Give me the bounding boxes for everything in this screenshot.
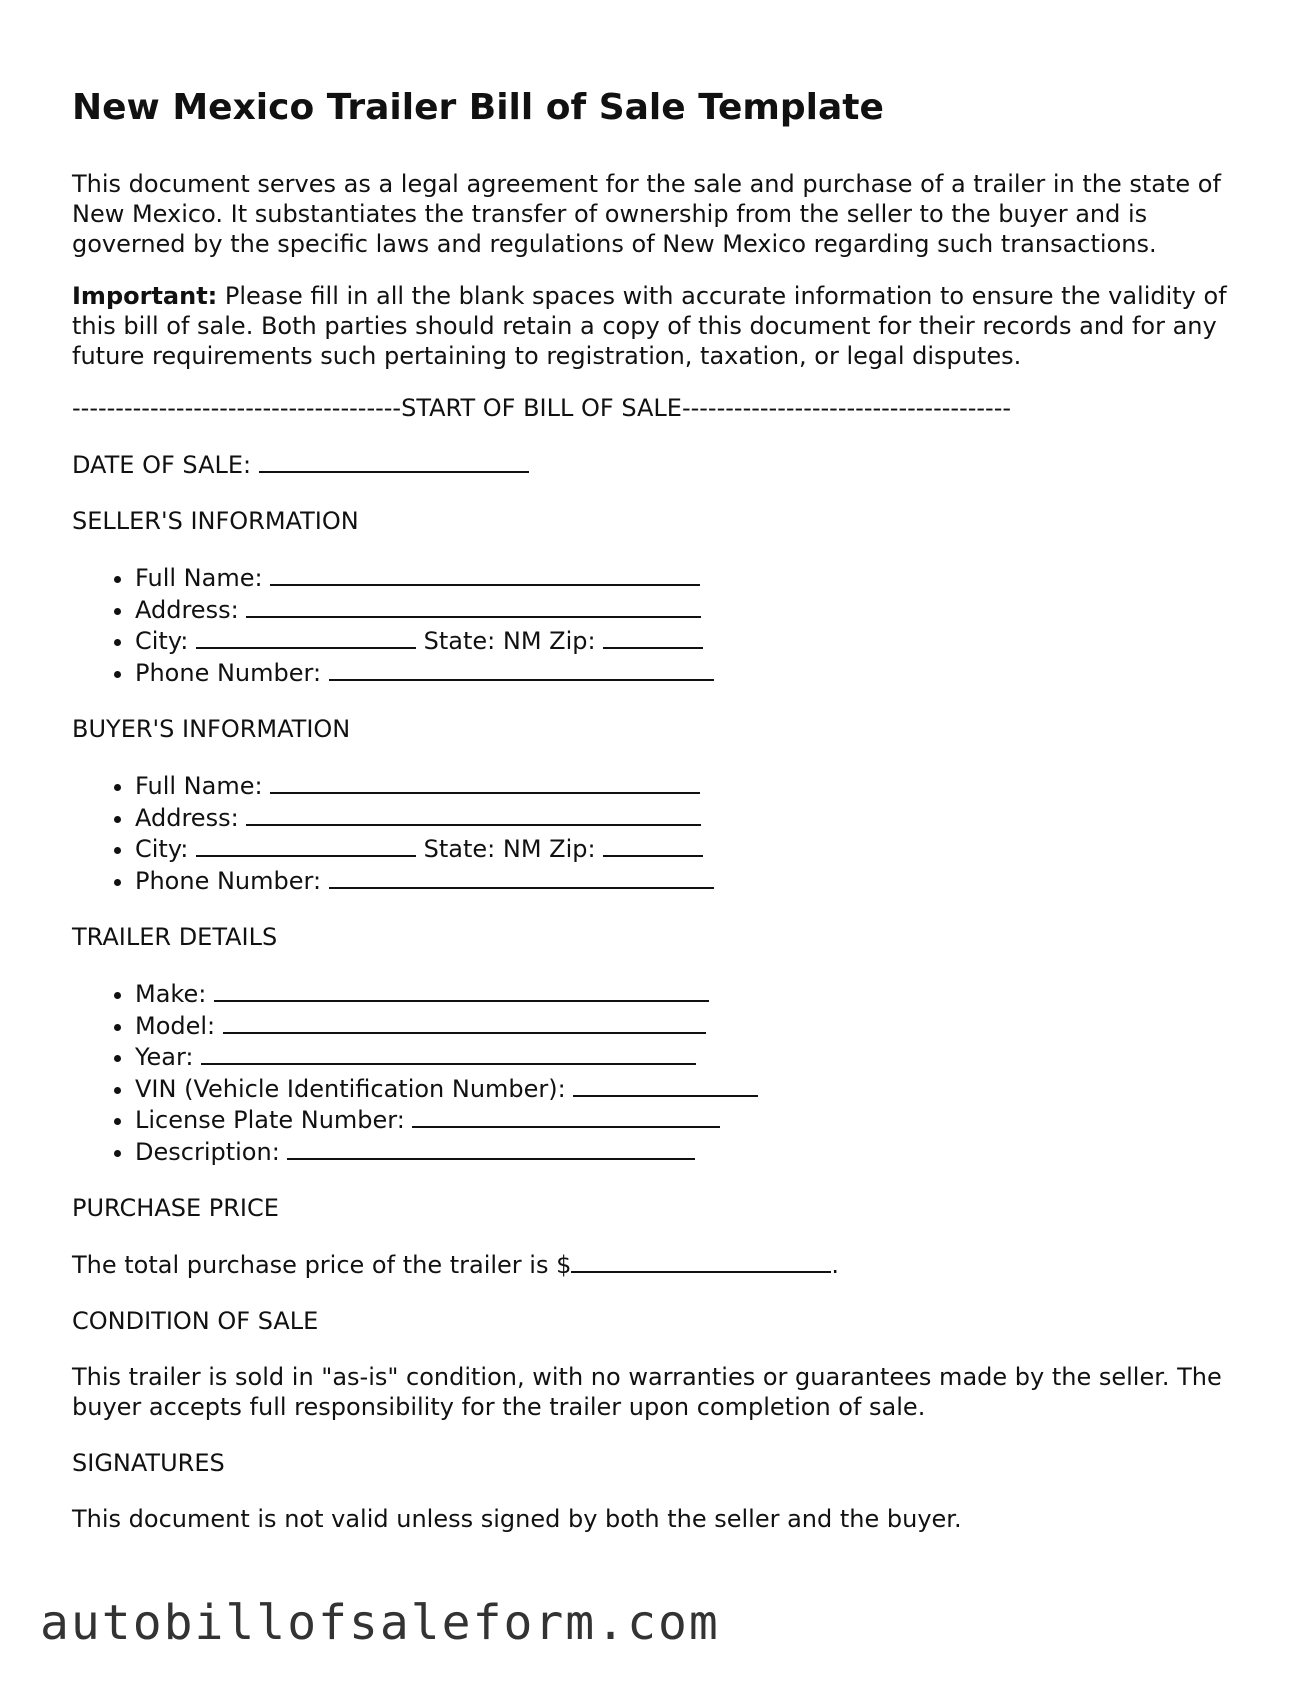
date-of-sale-row bbox=[72, 449, 1242, 480]
condition-paragraph: This trailer is sold in "as-is" condition, with no warranties or guarantees made by the seller. The buyer accepts full responsibility for the trailer upon completion of sale. bbox=[72, 1363, 1222, 1422]
seller-list bbox=[72, 562, 1242, 688]
page-title: New Mexico Trailer Bill of Sale Template bbox=[72, 87, 884, 128]
list-item bbox=[135, 625, 1242, 657]
important-paragraph bbox=[72, 281, 1242, 371]
list-item bbox=[135, 1010, 1242, 1042]
list-item bbox=[135, 594, 1242, 626]
price-period: . bbox=[831, 1251, 839, 1280]
trailer-plate-label: License Plate Number: bbox=[135, 1106, 413, 1135]
trailer-model-label: Model: bbox=[135, 1011, 223, 1040]
buyer-full-name-label: Full Name: bbox=[135, 772, 271, 801]
buyer-city-label: City: bbox=[135, 835, 197, 864]
price-blank[interactable] bbox=[571, 1249, 831, 1273]
buyer-address-label: Address: bbox=[135, 803, 247, 832]
buyer-phone-blank[interactable] bbox=[329, 865, 714, 889]
start-of-bill-line: --------------------------------------START OF BILL OF SALE-------------------------------------- bbox=[72, 394, 1012, 423]
date-of-sale-blank[interactable] bbox=[259, 449, 529, 473]
list-item bbox=[135, 802, 1242, 834]
list-item bbox=[135, 1136, 1242, 1168]
list-item bbox=[135, 833, 1242, 865]
buyer-heading: BUYER'S INFORMATION bbox=[72, 715, 351, 744]
list-item bbox=[135, 978, 1242, 1010]
list-item bbox=[135, 770, 1242, 802]
important-text: Please fill in all the blank spaces with accurate information to ensure the validity of this bill of sale. Both parties should retain a copy of this document for their records and for any future requirements such pertaining to registration, taxation, or legal disputes. bbox=[72, 282, 1227, 371]
trailer-plate-blank[interactable] bbox=[412, 1104, 720, 1128]
important-label: Important: bbox=[72, 282, 218, 311]
seller-city-label: City: bbox=[135, 627, 197, 656]
buyer-zip-blank[interactable] bbox=[603, 833, 703, 857]
buyer-address-blank[interactable] bbox=[246, 802, 701, 826]
buyer-list bbox=[72, 770, 1242, 896]
seller-full-name-label: Full Name: bbox=[135, 564, 271, 593]
seller-city-blank[interactable] bbox=[196, 625, 416, 649]
intro-paragraph: This document serves as a legal agreement for the sale and purchase of a trailer in the state of New Mexico. It substantiates the transfer of ownership from the seller to the buyer and is governed by the specific laws and regulations of New Mexico regarding such transactions. bbox=[72, 170, 1221, 259]
price-heading: PURCHASE PRICE bbox=[72, 1194, 279, 1223]
buyer-city-blank[interactable] bbox=[196, 833, 416, 857]
list-item bbox=[135, 1041, 1242, 1073]
trailer-vin-label: VIN (Vehicle Identification Number): bbox=[135, 1074, 574, 1103]
trailer-list bbox=[72, 978, 1242, 1167]
seller-zip-blank[interactable] bbox=[603, 625, 703, 649]
trailer-description-label: Description: bbox=[135, 1137, 288, 1166]
list-item bbox=[135, 1104, 1242, 1136]
seller-phone-label: Phone Number: bbox=[135, 658, 329, 687]
list-item bbox=[135, 865, 1242, 897]
seller-phone-blank[interactable] bbox=[329, 657, 714, 681]
seller-address-blank[interactable] bbox=[246, 594, 701, 618]
seller-address-label: Address: bbox=[135, 595, 247, 624]
price-row bbox=[72, 1249, 1242, 1280]
buyer-full-name-blank[interactable] bbox=[270, 770, 700, 794]
document-page bbox=[72, 86, 1242, 1534]
list-item bbox=[135, 1073, 1242, 1105]
price-text: The total purchase price of the trailer is $ bbox=[72, 1251, 572, 1280]
trailer-model-blank[interactable] bbox=[223, 1010, 706, 1034]
trailer-description-blank[interactable] bbox=[287, 1136, 695, 1160]
buyer-state-zip-label: State: NM Zip: bbox=[416, 835, 604, 864]
buyer-phone-label: Phone Number: bbox=[135, 866, 329, 895]
trailer-heading: TRAILER DETAILS bbox=[72, 923, 278, 952]
list-item bbox=[135, 562, 1242, 594]
date-of-sale-label: DATE OF SALE: bbox=[72, 451, 259, 480]
signatures-paragraph: This document is not valid unless signed by both the seller and the buyer. bbox=[72, 1505, 962, 1534]
list-item bbox=[135, 657, 1242, 689]
trailer-vin-blank[interactable] bbox=[573, 1073, 758, 1097]
signatures-heading: SIGNATURES bbox=[72, 1449, 225, 1478]
watermark-text: autobillofsaleform.com bbox=[40, 1595, 720, 1651]
seller-heading: SELLER'S INFORMATION bbox=[72, 507, 359, 536]
condition-heading: CONDITION OF SALE bbox=[72, 1307, 319, 1336]
trailer-make-blank[interactable] bbox=[214, 978, 709, 1002]
trailer-year-label: Year: bbox=[135, 1043, 202, 1072]
seller-full-name-blank[interactable] bbox=[270, 562, 700, 586]
seller-state-zip-label: State: NM Zip: bbox=[416, 627, 604, 656]
trailer-make-label: Make: bbox=[135, 980, 214, 1009]
trailer-year-blank[interactable] bbox=[201, 1041, 696, 1065]
